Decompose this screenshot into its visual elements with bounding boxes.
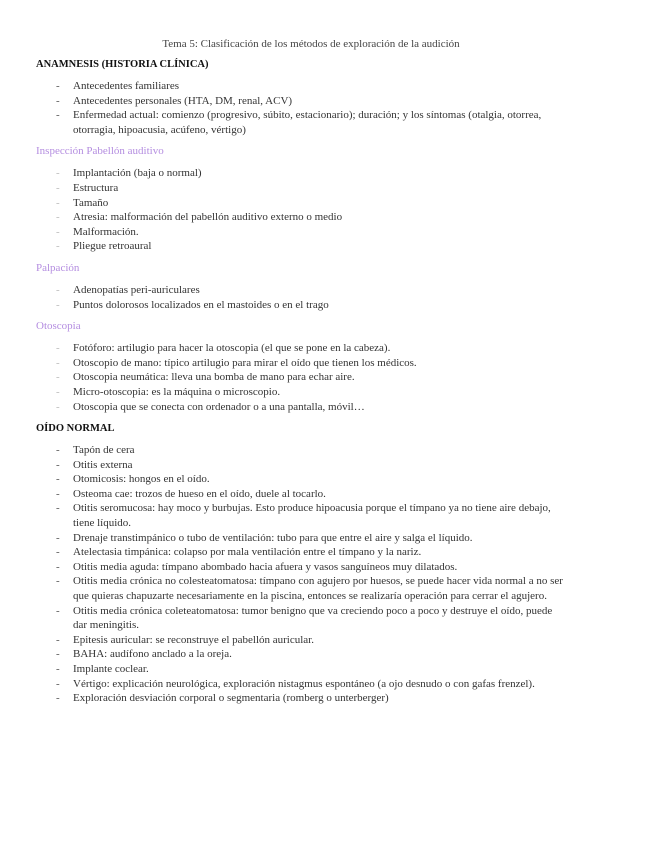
list-item — [36, 604, 565, 633]
list-item — [36, 108, 565, 137]
list-item — [36, 662, 565, 677]
list-item-text: BAHA: audífono anclado a la oreja. — [73, 648, 232, 661]
list-item — [36, 298, 565, 313]
list-item-text: Implantación (baja o normal) — [73, 167, 202, 180]
list-item — [36, 400, 565, 415]
list-item — [36, 691, 565, 706]
list-item — [36, 239, 565, 254]
list-item-text: Fotóforo: artilugio para hacer la otoscopia (el que se pone en la cabeza). — [73, 342, 391, 355]
section-heading: OÍDO NORMAL — [36, 423, 115, 435]
bullet-list — [36, 443, 576, 706]
bullet-list — [36, 283, 576, 312]
list-item — [36, 487, 565, 502]
list-item — [36, 210, 565, 225]
list-item-text: Otitis seromucosa: hay moco y burbujas. Esto produce hipoacusia porque el tímpano ya no tiene aire debajo, tiene líquido. — [73, 502, 551, 530]
dash-bullet-icon: - — [56, 648, 60, 661]
dash-bullet-icon: - — [56, 444, 60, 457]
list-item — [36, 94, 565, 109]
list-item — [36, 181, 565, 196]
dash-bullet-icon: - — [56, 94, 60, 107]
bullet-list — [36, 341, 576, 414]
list-item-text: Enfermedad actual: comienzo (progresivo, súbito, estacionario); duración; y los síntomas (otalgia, otorrea, otorragia, hipoacusia, acúfeno, vértigo) — [73, 109, 542, 136]
dash-bullet-icon: - — [56, 167, 60, 180]
bullet-list — [36, 79, 576, 137]
list-item-text: Exploración desviación corporal o segmentaria (romberg o unterberger) — [73, 692, 389, 705]
section-heading: ANAMNESIS (HISTORIA CLÍNICA) — [36, 59, 209, 70]
bullet-list — [36, 166, 576, 254]
list-item — [36, 370, 565, 385]
dash-bullet-icon: - — [56, 283, 60, 296]
list-item — [36, 356, 565, 371]
list-item — [36, 385, 565, 400]
list-item — [36, 472, 565, 487]
list-item-text: Implante coclear. — [73, 663, 149, 675]
dash-bullet-icon: - — [56, 385, 60, 398]
dash-bullet-icon: - — [56, 604, 60, 617]
list-item-text: Tamaño — [73, 196, 109, 209]
list-item — [36, 166, 565, 181]
list-item — [36, 196, 565, 211]
list-item-text: Epitesis auricular: se reconstruye el pabellón auricular. — [73, 633, 314, 646]
list-item-text: Otoscopio de mano: típico artilugio para mirar el oído que tienen los médicos. — [73, 356, 417, 369]
dash-bullet-icon: - — [56, 677, 60, 690]
dash-bullet-icon: - — [56, 342, 60, 355]
document-page — [36, 37, 576, 713]
list-item — [36, 341, 565, 356]
list-item-text: Atelectasia timpánica: colapso por mala ventilación entre el tímpano y la nariz. — [73, 546, 422, 559]
list-item-text: Micro-otoscopia: es la máquina o microscopio. — [73, 385, 281, 398]
list-item-text: Otitis media crónica no colesteatomatosa: tímpano con agujero por huesos, se puede hacer vida normal a no ser que quieras chapuzarte necesariamente en la piscina, entonces se realizaría operación para cerrar el agujero. — [73, 575, 563, 603]
list-item — [36, 79, 565, 94]
dash-bullet-icon: - — [56, 109, 60, 122]
list-item-text: Antecedentes familiares — [73, 80, 179, 92]
dash-bullet-icon: - — [56, 531, 60, 544]
section-heading: Palpación — [36, 261, 80, 274]
list-item-text: Osteoma cae: trozos de hueso en el oído, duele al tocarlo. — [73, 487, 326, 500]
dash-bullet-icon: - — [56, 211, 60, 224]
dash-bullet-icon: - — [56, 663, 60, 675]
dash-bullet-icon: - — [56, 400, 60, 413]
dash-bullet-icon: - — [56, 371, 60, 384]
list-item-text: Vértigo: explicación neurológica, exploración nistagmus espontáneo (a ojo desnudo o con gafas frenzel). — [73, 677, 535, 690]
dash-bullet-icon: - — [56, 502, 60, 515]
sections-container — [36, 57, 576, 706]
list-item — [36, 560, 565, 575]
dash-bullet-icon: - — [56, 633, 60, 646]
list-item — [36, 458, 565, 473]
list-item — [36, 633, 565, 648]
dash-bullet-icon: - — [56, 692, 60, 705]
list-item-text: Drenaje transtimpánico o tubo de ventilación: tubo para que entre el aire y salga el líquido. — [73, 531, 473, 544]
list-item-text: Atresia: malformación del pabellón auditivo externo o medio — [73, 211, 343, 224]
list-item — [36, 443, 565, 458]
dash-bullet-icon: - — [56, 80, 60, 92]
list-item-text: Estructura — [73, 181, 119, 194]
list-item — [36, 501, 565, 530]
dash-bullet-icon: - — [56, 487, 60, 500]
dash-bullet-icon: - — [56, 546, 60, 559]
dash-bullet-icon: - — [56, 560, 60, 573]
list-item-text: Otoscopia neumática: lleva una bomba de mano para echar aire. — [73, 371, 355, 384]
section-heading: Inspección Pabellón auditivo — [36, 145, 164, 158]
list-item — [36, 677, 565, 692]
list-item-text: Antecedentes personales (HTA, DM, renal, ACV) — [73, 94, 293, 107]
list-item-text: Puntos dolorosos localizados en el mastoides o en el trago — [73, 298, 329, 311]
list-item-text: Otitis media aguda: tímpano abombado hacia afuera y vasos sanguíneos muy dilatados. — [73, 560, 458, 573]
dash-bullet-icon: - — [56, 458, 60, 471]
dash-bullet-icon: - — [56, 181, 60, 194]
dash-bullet-icon: - — [56, 356, 60, 369]
dash-bullet-icon: - — [56, 298, 60, 311]
list-item-text: Otitis externa — [73, 458, 133, 471]
list-item — [36, 647, 565, 662]
list-item — [36, 283, 565, 298]
list-item — [36, 225, 565, 240]
list-item-text: Pliegue retroaural — [73, 240, 152, 253]
list-item — [36, 545, 565, 560]
dash-bullet-icon: - — [56, 196, 60, 209]
list-item-text: Otomicosis: hongos en el oído. — [73, 473, 210, 486]
dash-bullet-icon: - — [56, 240, 60, 253]
list-item-text: Malformación. — [73, 225, 139, 238]
list-item-text: Otoscopia que se conecta con ordenador o a una pantalla, móvil… — [73, 400, 365, 413]
list-item — [36, 574, 565, 603]
dash-bullet-icon: - — [56, 225, 60, 238]
list-item-text: Adenopatías peri-auriculares — [73, 283, 200, 296]
dash-bullet-icon: - — [56, 473, 60, 486]
list-item-text: Tapón de cera — [73, 444, 135, 457]
list-item-text: Otitis media crónica coleteatomatosa: tumor benigno que va creciendo poco a poco y destruye el oído, puede dar meningitis. — [73, 604, 553, 632]
section-heading: Otoscopia — [36, 320, 81, 333]
document-title: Tema 5: Clasificación de los métodos de exploración de la audición — [162, 38, 460, 50]
list-item — [36, 531, 565, 546]
dash-bullet-icon: - — [56, 575, 60, 588]
